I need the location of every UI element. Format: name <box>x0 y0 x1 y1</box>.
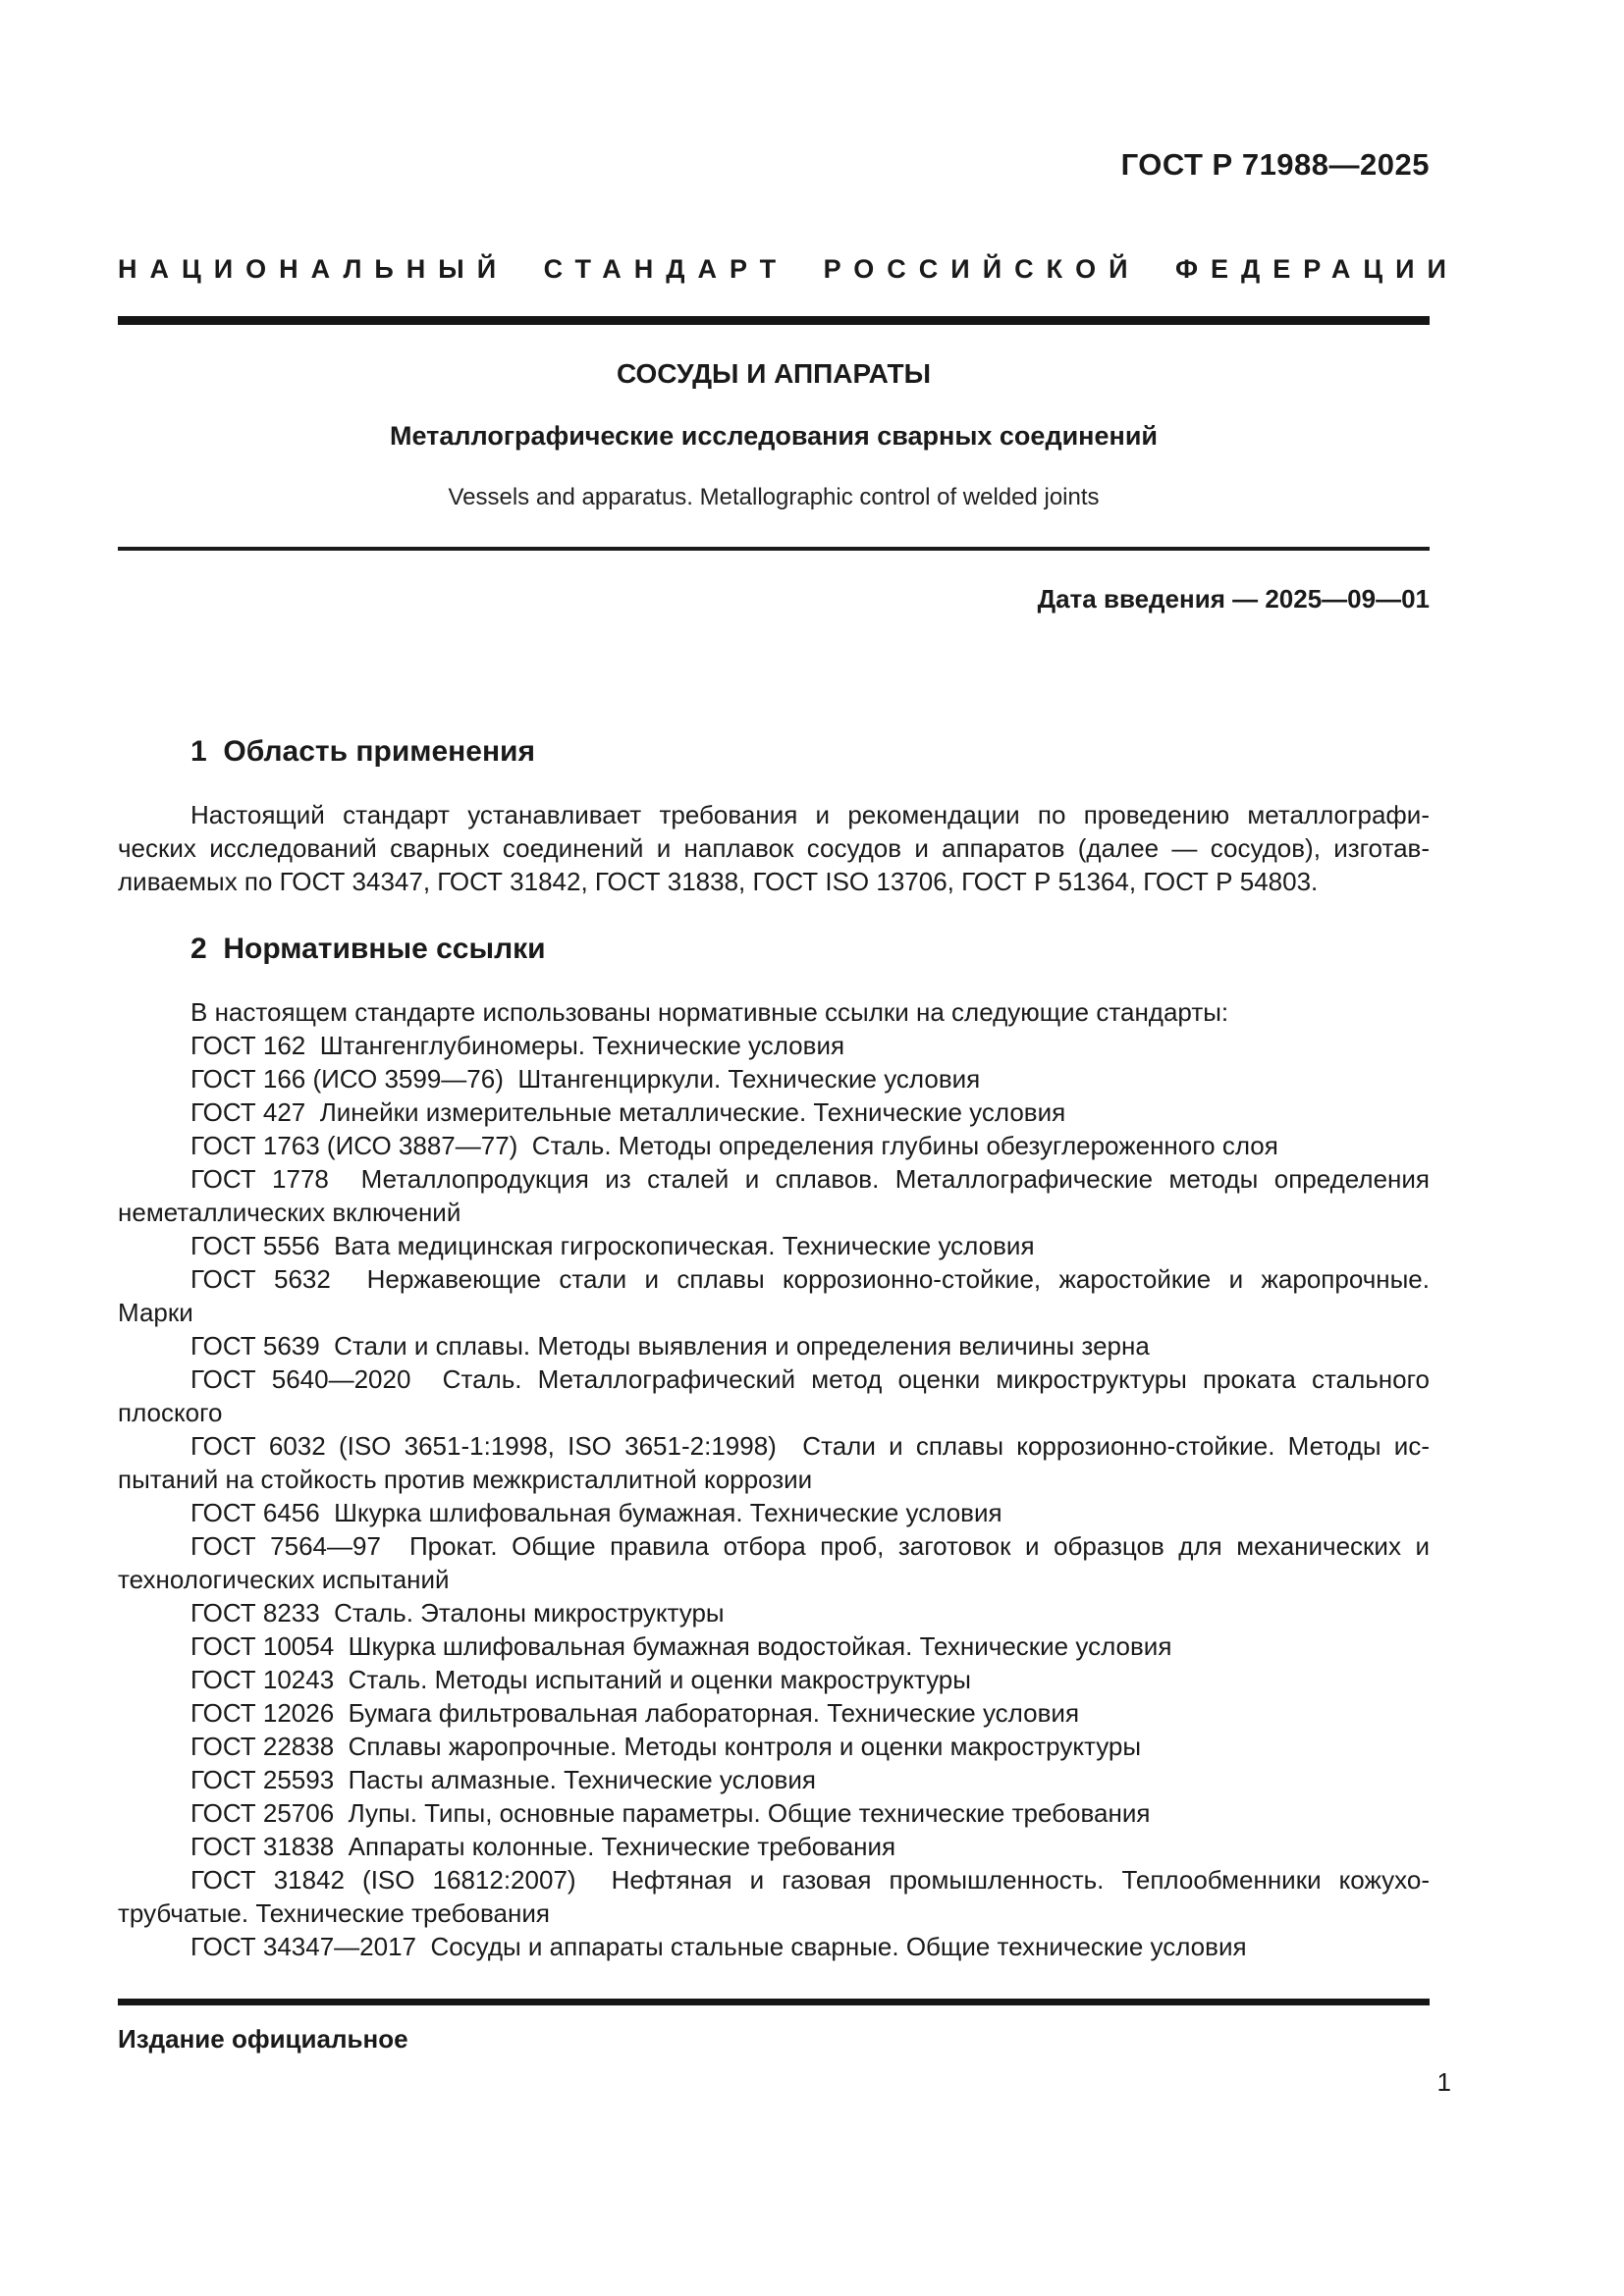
document-title-ru: Металлографические исследования сварных соединений <box>389 421 1159 451</box>
body-line: ГОСТ 6456 Шкурка шлифовальная бумажная. Технические условия <box>190 1498 1002 1527</box>
body-line: ГОСТ 34347—2017 Сосуды и аппараты стальные сварные. Общие технические условия <box>190 1932 1247 1961</box>
paragraph <box>118 1763 1430 1796</box>
paragraph <box>118 1863 1430 1930</box>
paragraph <box>118 1062 1430 1095</box>
body-line: ГОСТ 25706 Лупы. Типы, основные параметры. Общие технические требования <box>190 1798 1151 1828</box>
document-title-en: Vessels and apparatus. Metallographic control of welded joints <box>448 484 1100 510</box>
body-line: ГОСТ 31842 (ISO 16812:2007) Нефтяная и газовая промышленность. Теплообменники кожухо- <box>190 1865 1430 1895</box>
body-line: ГОСТ 5640—2020 Сталь. Металлографический метод оценки микроструктуры проката стального <box>190 1364 1430 1394</box>
paragraph <box>118 1830 1430 1863</box>
body-line: технологических испытаний <box>118 1565 450 1594</box>
body-line: трубчатые. Технические требования <box>118 1898 550 1928</box>
paragraph <box>118 1629 1430 1663</box>
title-divider-rule <box>118 547 1430 551</box>
effective-date: Дата введения — 2025—09—01 <box>1037 584 1430 614</box>
footer-divider-bar <box>118 1999 1430 2005</box>
paragraph <box>118 1496 1430 1529</box>
paragraph <box>118 1596 1430 1629</box>
document-section <box>118 931 1430 1963</box>
paragraph <box>118 1529 1430 1596</box>
body-line: Настоящий стандарт устанавливает требования и рекомендации по проведению металлографи- <box>190 800 1430 829</box>
body-line: ГОСТ 427 Линейки измерительные металлические. Технические условия <box>190 1097 1066 1127</box>
body-line: ГОСТ 22838 Сплавы жаропрочные. Методы контроля и оценки макроструктуры <box>190 1732 1142 1761</box>
body-line: ГОСТ 5639 Стали и сплавы. Методы выявления и определения величины зерна <box>190 1331 1150 1361</box>
body-line: ГОСТ 1778 Металлопродукция из сталей и сплавов. Металлографические методы определения <box>190 1164 1430 1194</box>
paragraph <box>118 1229 1430 1262</box>
paragraph <box>118 1362 1430 1429</box>
page-number: 1 <box>1436 2067 1451 2097</box>
body-line: В настоящем стандарте использованы нормативные ссылки на следующие стандарты: <box>190 997 1229 1027</box>
body-line: ГОСТ 1763 (ИСО 3887—77) Сталь. Методы определения глубины обезуглероженного слоя <box>190 1131 1278 1160</box>
paragraph <box>118 995 1430 1029</box>
body-line: ГОСТ 12026 Бумага фильтровальная лабораторная. Технические условия <box>190 1698 1080 1728</box>
paragraph <box>118 1329 1430 1362</box>
body-line: неметаллических включений <box>118 1198 461 1227</box>
paragraph <box>118 1930 1430 1963</box>
body-line: ГОСТ 162 Штангенглубиномеры. Технические условия <box>190 1031 845 1060</box>
paragraph <box>118 1162 1430 1229</box>
header-divider-bar <box>118 316 1430 325</box>
paragraph <box>118 1262 1430 1329</box>
paragraph <box>118 798 1430 898</box>
body-line: плоского <box>118 1398 223 1427</box>
body-line: ГОСТ 5632 Нержавеющие стали и сплавы коррозионно-стойкие, жаростойкие и жаропрочные. <box>190 1264 1430 1294</box>
body-line: ГОСТ 8233 Сталь. Эталоны микроструктуры <box>190 1598 725 1628</box>
body-line: ГОСТ 6032 (ISO 3651-1:1998, ISO 3651-2:1998) Стали и сплавы коррозионно-стойкие. Методы ис- <box>190 1431 1430 1461</box>
subject-title: СОСУДЫ И АППАРАТЫ <box>616 358 932 389</box>
section-heading: 1 Область применения <box>190 735 536 768</box>
paragraph <box>118 1696 1430 1730</box>
body-line: ливаемых по ГОСТ 34347, ГОСТ 31842, ГОСТ 31838, ГОСТ ISO 13706, ГОСТ Р 51364, ГОСТ Р 54803. <box>118 867 1319 896</box>
body-line: Марки <box>118 1298 193 1327</box>
body-line: ГОСТ 10243 Сталь. Методы испытаний и оценки макроструктуры <box>190 1665 971 1694</box>
paragraph <box>118 1029 1430 1062</box>
body-line: ГОСТ 25593 Пасты алмазные. Технические условия <box>190 1765 816 1794</box>
national-standard-banner: НАЦИОНАЛЬНЫЙ СТАНДАРТ РОССИЙСКОЙ ФЕДЕРАЦИИ <box>118 254 1459 284</box>
paragraph <box>118 1796 1430 1830</box>
body-line: ческих исследований сварных соединений и наплавок сосудов и аппаратов (далее — сосудов), изготав- <box>118 833 1430 863</box>
document-number: ГОСТ Р 71988—2025 <box>1120 147 1430 182</box>
document-section <box>118 733 1430 898</box>
edition-note: Издание официальное <box>118 2024 408 2054</box>
body-line: ГОСТ 31838 Аппараты колонные. Технические требования <box>190 1832 896 1861</box>
section-heading: 2 Нормативные ссылки <box>190 933 546 965</box>
body-line: ГОСТ 7564—97 Прокат. Общие правила отбора проб, заготовок и образцов для механических и <box>190 1531 1430 1561</box>
paragraph <box>118 1429 1430 1496</box>
paragraph <box>118 1663 1430 1696</box>
body-line: пытаний на стойкость против межкристаллитной коррозии <box>118 1465 813 1494</box>
paragraph <box>118 1730 1430 1763</box>
document-body <box>118 733 1430 1963</box>
body-line: ГОСТ 5556 Вата медицинская гигроскопическая. Технические условия <box>190 1231 1035 1260</box>
paragraph <box>118 1095 1430 1129</box>
paragraph <box>118 1129 1430 1162</box>
body-line: ГОСТ 166 (ИСО 3599—76) Штангенциркули. Технические условия <box>190 1064 981 1094</box>
body-line: ГОСТ 10054 Шкурка шлифовальная бумажная водостойкая. Технические условия <box>190 1631 1172 1661</box>
